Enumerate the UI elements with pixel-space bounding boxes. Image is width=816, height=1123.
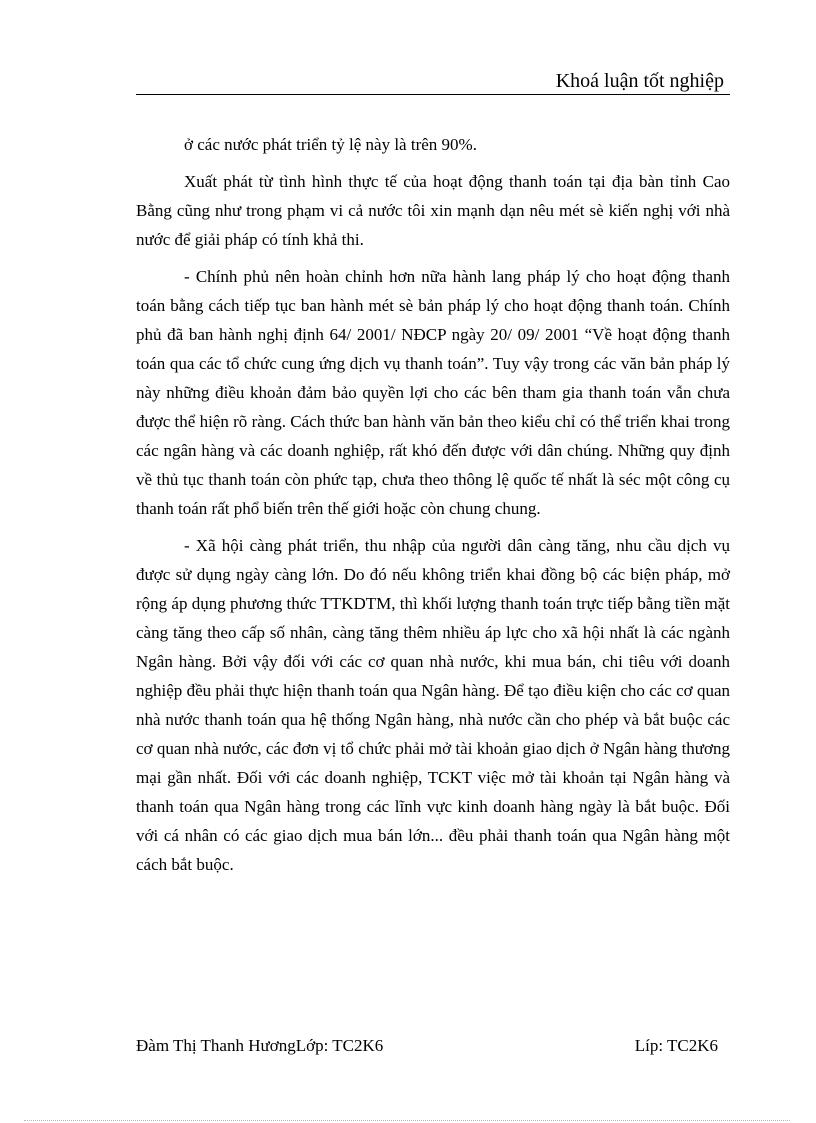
header-rule [136, 94, 730, 95]
paragraph-4: - Xã hội càng phát triển, thu nhập của người dân càng tăng, nhu cầu dịch vụ được sử dụng ngày càng lớn. Do đó nếu không triển khai đồng bộ các biện pháp, mở rộng áp dụng phương thức TTKDTM, thì khối lượng thanh toán trực tiếp bằng tiền mặt càng tăng theo cấp số nhân, càng tăng thêm nhiều áp lực cho xã hội nhất là các ngành Ngân hàng. Bởi vậy đối với các cơ quan nhà nước, khi mua bán, chi tiêu với doanh nghiệp đều phải thực hiện thanh toán qua Ngân hàng. Để tạo điều kiện cho các cơ quan nhà nước thanh toán qua hệ thống Ngân hàng, nhà nước cần cho phép và bắt buộc các cơ quan nhà nước, các đơn vị tổ chức phải mở tài khoản giao dịch ở Ngân hàng thương mại gần nhất. Đối với các doanh nghiệp, TCKT việc mở tài khoản tại Ngân hàng và thanh toán qua Ngân hàng trong các lĩnh vực kinh doanh hàng ngày là bắt buộc. Đối với cá nhân có các giao dịch mua bán lớn... đều phải thanh toán qua Ngân hàng một cách bắt buộc. [136, 536, 730, 874]
footer-author: Đàm Thị Thanh HươngLớp: TC2K6 [136, 1036, 384, 1055]
paragraph-2: Xuất phát từ tình hình thực tế của hoạt động thanh toán tại địa bàn tỉnh Cao Bằng cũng như trong phạm vi cả nước tôi xin mạnh dạn nêu mét sè kiến nghị với nhà nước để giải pháp có tính khả thi. [136, 172, 730, 249]
footer-class: Líp: TC2K6 [634, 1036, 718, 1055]
paragraph-1: ở các nước phát triển tỷ lệ này là trên 90%. [184, 135, 477, 154]
page-bottom-divider [24, 1120, 790, 1121]
header-title: Khoá luận tốt nghiệp [555, 70, 724, 92]
document-body [136, 130, 730, 887]
paragraph-3: - Chính phủ nên hoàn chỉnh hơn nữa hành lang pháp lý cho hoạt động thanh toán bằng cách tiếp tục ban hành mét sè bản pháp lý cho hoạt động thanh toán. Chính phủ đã ban hành nghị định 64/ 2001/ NĐCP ngày 20/ 09/ 2001 “Về hoạt động thanh toán qua các tổ chức cung ứng dịch vụ thanh toán”. Tuy vậy trong các văn bản pháp lý này những điều khoản đảm bảo quyền lợi cho các bên tham gia thanh toán vẫn chưa được thể hiện rõ ràng. Cách thức ban hành văn bản theo kiểu chỉ có thể triển khai trong các ngân hàng và các doanh nghiệp, rất khó đến được với dân chúng. Những quy định về thủ tục thanh toán còn phức tạp, chưa theo thông lệ quốc tế nhất là séc một công cụ thanh toán rất phổ biến trên thế giới hoặc còn chung chung. [136, 267, 730, 518]
